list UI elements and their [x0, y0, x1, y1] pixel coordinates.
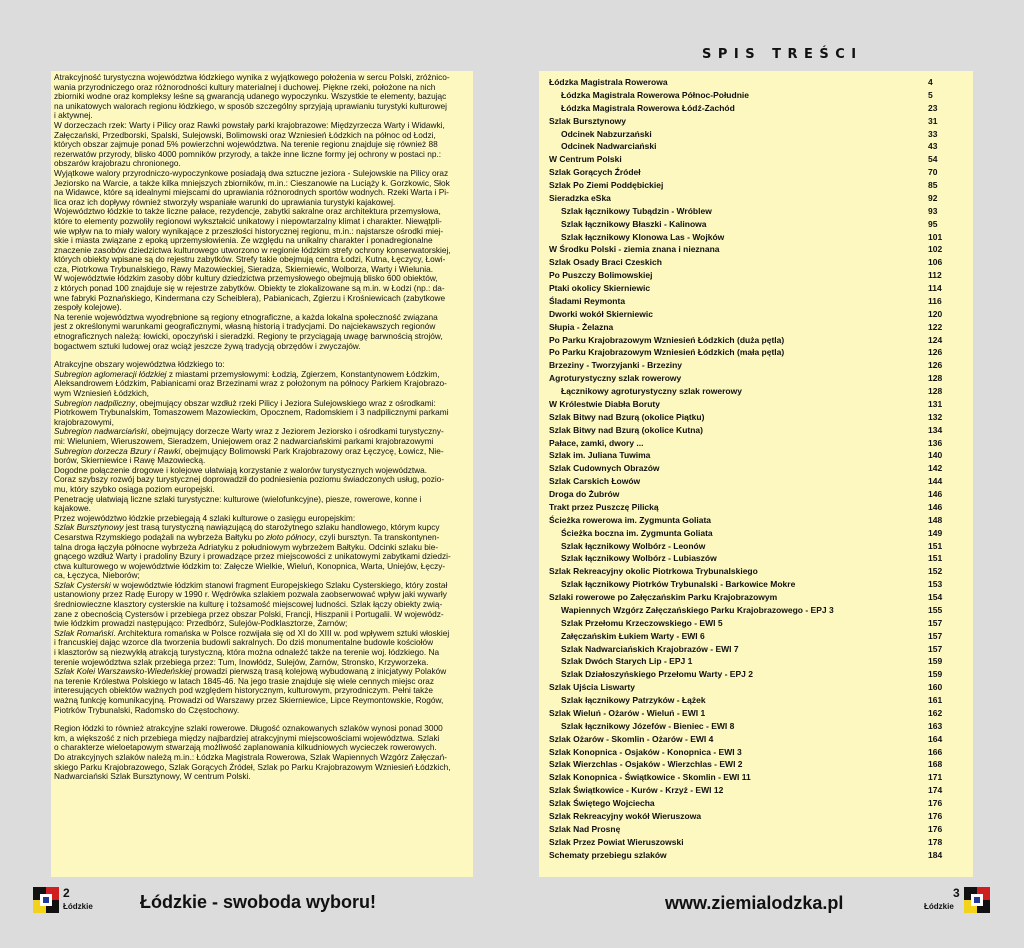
intro-paragraph — [54, 207, 471, 274]
toc-entry-label: Szlak Nadwarciańskich Krajobrazów - EWI 7 — [561, 643, 739, 654]
toc-entry[interactable] — [549, 643, 959, 656]
toc-entry[interactable] — [549, 308, 959, 321]
toc-entry[interactable] — [549, 630, 959, 643]
toc-entry-label: Szlak łącznikowy Klonowa Las - Wojków — [561, 231, 725, 242]
toc-entry[interactable] — [549, 76, 959, 89]
toc-entry-label: Szlak Ujścia Liswarty — [549, 682, 635, 693]
toc-entry[interactable] — [549, 733, 959, 746]
toc-entry-page: 151 — [928, 540, 943, 551]
toc-entry[interactable] — [549, 437, 959, 450]
toc-entry[interactable] — [549, 501, 959, 514]
toc-entry[interactable] — [549, 552, 959, 565]
toc-entry-label: Szlak Bitwy nad Bzurą (okolice Piątku) — [549, 411, 705, 422]
toc-entry-label: W Środku Polski - ziemia znana i nieznana — [549, 244, 720, 255]
text-run: Atrakcyjność turystyczna województwa łódzkiego wynika z wyjątkowego położenia w sercu Polski, zróżnico- wania przyrodniczego oraz różnorodności kultury materialnej i duchowej. Piękne rzeki, położone na nich zbiorniki wodne oraz kompleksy leśne są gwarancją udanego wypoczynku. Wszystkie te elementy, bazując na unikatowych walorach regionu łódzkiego, w sposób szczególny sprzyjają uprawianiu turystyki kulturowej i aktywnej. — [54, 72, 450, 121]
toc-entry-label: Agroturystyczny szlak rowerowy — [549, 373, 682, 384]
toc-entry-page: 162 — [928, 707, 943, 718]
toc-entry-page: 136 — [928, 437, 943, 448]
toc-entry-label: Szlak Konopnica - Świątkowice - Skomlin - EWI 11 — [549, 772, 751, 783]
website-link[interactable]: www.ziemialodzka.pl — [665, 893, 844, 913]
toc-entry-page: 155 — [928, 604, 943, 615]
text-run: Dogodne połączenie drogowe i kolejowe ułatwiają korzystanie z walorów turystycznych województwa. Coraz szybszy rozwój bazy turystycznej doprowadził do podniesienia poziomu świadczonych usług, pozio- mu, który szybko osiąga poziom europejski. Penetrację ułatwiają liczne szlaki turystyczne: kulturowe (wielofunkcyjne), piesze, rowerowe, konne i kajakowe. Przez województwo łódzkie przebiegają 4 szlaki kulturowe o zasięgu europejskim: — [54, 464, 445, 523]
intro-text-panel — [51, 71, 473, 877]
toc-entry-page: 163 — [928, 720, 943, 731]
toc-entry[interactable] — [549, 617, 959, 630]
italic-text-run: Subregion nadwarciański — [54, 426, 147, 437]
toc-entry-page: 120 — [928, 308, 943, 319]
toc-entry-page: 148 — [928, 514, 943, 525]
toc-panel — [539, 71, 973, 877]
toc-entry-label: Załęczańskim Łukiem Warty - EWI 6 — [561, 630, 705, 641]
toc-entry-label: Szlak Przełomu Krzeczowskiego - EWI 5 — [561, 617, 723, 628]
toc-entry[interactable] — [549, 243, 959, 256]
text-run: Wyjątkowe walory przyrodniczo-wypoczynkowe posiadają dwa sztuczne jeziora - Sulejowskie na Pilicy oraz Jeziorsko na Warcie, a także kilka mniejszych zbiorników, m.in.: Cieszanowie na Luciąży k. Gorzkowic, Słok na Widawce, które są idealnymi miejscami do uprawiania różnorodnych sportów wodnych. Rzeki Warta i Pi- lica oraz ich dopływy również stworzyły wspaniałe warunki do uprawiania turystyki kajakowej. — [54, 167, 450, 207]
toc-entry-page: 5 — [928, 89, 933, 100]
toc-entry-page: 31 — [928, 115, 938, 126]
toc-entry[interactable] — [549, 102, 959, 115]
intro-text — [54, 73, 471, 782]
toc-entry-label: Szlak Nad Prosnę — [549, 823, 621, 834]
toc-entry[interactable] — [549, 334, 959, 347]
toc-entry-label: W Królestwie Diabła Boruty — [549, 398, 660, 409]
toc-entry-label: Szlaki rowerowe po Załęczańskim Parku Krajobrazowym — [549, 592, 778, 602]
toc-entry-page: 174 — [928, 785, 943, 796]
toc-entry-label: Brzeziny - Tworzyjanki - Brzeziny — [549, 360, 683, 371]
toc-entry-label: Odcinek Nabzurzański — [561, 128, 652, 139]
toc-entry-page: 33 — [928, 128, 938, 139]
toc-entry-page: 43 — [928, 141, 938, 152]
toc-entry-label: Szlak Przez Powiat Wieruszowski — [549, 836, 684, 847]
italic-text-run: Subregion nadpiliczny — [54, 397, 136, 408]
toc-entry-page: 93 — [928, 205, 938, 216]
toc-entry-page: 102 — [928, 244, 943, 255]
toc-entry[interactable] — [549, 578, 959, 591]
toc-entry-label: Szlak Wieluń - Ożarów - Wieluń - EWI 1 — [549, 707, 706, 718]
toc-entry-page: 171 — [928, 772, 943, 783]
toc-entry[interactable] — [549, 179, 959, 192]
toc-entry-page: 126 — [928, 347, 943, 358]
toc-entry-page: 128 — [928, 373, 943, 384]
toc-entry-label: Łódzka Magistrala Rowerowa Północ-Południe — [561, 89, 749, 100]
intro-paragraph — [54, 73, 471, 121]
toc-entry-label: Słupia - Żelazna — [549, 321, 614, 332]
toc-entry[interactable] — [549, 269, 959, 282]
toc-entry-page: 164 — [928, 733, 943, 744]
toc-entry-label: Sieradzka eSka — [549, 192, 611, 203]
toc-entry[interactable] — [549, 707, 959, 720]
toc-entry-page: 157 — [928, 643, 943, 654]
toc-entry-label: Szlak Po Ziemi Poddębickiej — [549, 180, 664, 190]
text-run: W dorzeczach rzek: Warty i Pilicy oraz Rawki powstały parki krajobrazowe: Międzyrzecza Warty i Widawki, Załęczański, Przedborski, Spalski, Sulejowski, Bolimowski oraz Wzniesień Łódzkich na północ od Łodzi, których obszar zajmuje ponad 5% powierzchni województwa. Na terenie regionu znajduje się również 88 rezerwatów przyrody, blisko 4000 pomników przyrody, a także inne liczne formy jej ochrony w postaci np.: obszarów krajobrazu chronionego. — [54, 119, 445, 169]
toc-entry[interactable] — [549, 218, 959, 231]
toc-entry-label: W Centrum Polski — [549, 154, 622, 165]
text-run: , obejmujący dorzecze Warty wraz z Jeziorem Jeziorsko i ośrodkami turystyczny- mi: Wieluniem, Wieruszowem, Sieradzem, Uniejowem oraz 2 nadwarciańskimi parkami krajobrazowymi — [54, 426, 444, 446]
toc-entry-page: 92 — [928, 192, 938, 203]
toc-entry-label: Szlak łącznikowy Piotrków Trybunalski - Barkowice Mokre — [561, 579, 796, 590]
toc-entry[interactable] — [549, 758, 959, 771]
toc-entry-label: Szlak Konopnica - Osjaków - Konopnica - EWI 3 — [549, 746, 742, 757]
text-run: . Architektura romańska w Polsce rozwijała się od XI do XIII w. pod wpływem sztuki włoskiej i francuskiej dając wzorce dla tworzenia budowli sakralnych. Do dziś monumentalne budowle kościołów i klasztorów są niezwykłą atrakcją turystyczną, która można odnaleźć także na terenie woj. łódzkiego. Na terenie województwa szlak przebiega przez: Tum, Inowłódz, Sulejów, Żarnów, Stronsko, Krzyworzeka. — [54, 627, 450, 667]
toc-entry-label: Szlak Cudownych Obrazów — [549, 463, 660, 474]
toc-entry[interactable] — [549, 153, 959, 166]
toc-entry-page: 112 — [928, 270, 942, 281]
toc-entry-page: 144 — [928, 476, 943, 487]
intro-paragraph — [54, 313, 471, 351]
toc-entry[interactable] — [549, 797, 959, 810]
toc-entry[interactable] — [549, 720, 959, 733]
toc-entry-page: 166 — [928, 746, 943, 757]
toc-entry-label: Śladami Reymonta — [549, 295, 626, 306]
toc-entry-page: 4 — [928, 77, 933, 87]
toc-entry[interactable] — [549, 514, 959, 527]
italic-text-run: złoto północy — [266, 531, 315, 542]
toc-entry-label: Szlak Bursztynowy — [549, 115, 626, 126]
toc-entry-label: Szlak Carskich Łowów — [549, 476, 641, 487]
text-run: , obejmujący obszar wzdłuż rzeki Pilicy i Jeziora Sulejowskiego wraz z ośrodkami: Piotrkowem Trybunalskim, Tomaszowem Mazowieckim, Opocznem, Radomskiem i 3 nadpilicznymi parkami krajobrazowymi, — [54, 397, 449, 427]
toc-entry[interactable] — [549, 372, 959, 385]
toc-entry[interactable] — [549, 449, 959, 462]
toc-entry-label: Szlak Wierzchlas - Osjaków - Wierzchlas - EWI 2 — [549, 759, 743, 770]
toc-entry-page: 159 — [928, 656, 943, 667]
toc-entry-label: Szlak łącznikowy Wolbórz - Lubiaszów — [561, 553, 717, 564]
toc-entry-page: 157 — [928, 630, 943, 641]
toc-entry[interactable] — [549, 746, 959, 759]
toc-entry-label: Szlak łącznikowy Błaszki - Kalinowa — [561, 218, 707, 229]
toc-entry[interactable] — [549, 771, 959, 784]
toc-entry-page: 176 — [928, 798, 943, 808]
toc-entry[interactable] — [549, 462, 959, 475]
toc-entry[interactable] — [549, 604, 959, 617]
italic-text-run: Szlak Cysterski — [54, 579, 111, 590]
toc-entry[interactable] — [549, 849, 959, 862]
toc-entry-label: Ścieżka boczna im. Zygmunta Goliata — [561, 527, 713, 538]
toc-entry-label: Odcinek Nadwarciański — [561, 141, 657, 152]
toc-entry[interactable] — [549, 346, 959, 359]
toc-entry-page: 116 — [928, 295, 942, 306]
toc-entry-page: 151 — [928, 553, 943, 564]
toc-entry[interactable] — [549, 784, 959, 797]
toc-entry[interactable] — [549, 166, 959, 179]
toc-entry[interactable] — [549, 115, 959, 128]
toc-entry-page: 142 — [928, 463, 943, 474]
toc-entry-label: Szlak Rekreacyjny wokół Wieruszowa — [549, 810, 702, 821]
toc-entry-page: 128 — [928, 386, 943, 396]
toc-entry-label: Szlak im. Juliana Tuwima — [549, 450, 651, 461]
left-region-label: Łódzkie — [63, 902, 93, 911]
toc-entry-label: Szlak Osady Braci Czeskich — [549, 257, 662, 268]
toc-entry[interactable] — [549, 256, 959, 269]
toc-entry[interactable] — [549, 192, 959, 205]
toc-entry-label: Ścieżka rowerowa im. Zygmunta Goliata — [549, 514, 712, 525]
toc-entry[interactable] — [549, 231, 959, 244]
toc-entry[interactable] — [549, 411, 959, 424]
italic-text-run: Subregion dorzecza Bzury i Rawki — [54, 445, 181, 456]
toc-entry[interactable] — [549, 140, 959, 153]
toc-entry-page: 85 — [928, 180, 938, 190]
intro-paragraph — [54, 121, 471, 169]
toc-entry-label: Szlak łącznikowy Patrzyków - Łążek — [561, 695, 706, 705]
text-run: jest trasą turystyczną nawiązującą do starożytnego szlaku handlowego, którym kupcy Cesarstwa Rzymskiego podążali na wybrzeża Bałtyku po — [54, 522, 440, 542]
toc-entry-page: 149 — [928, 527, 943, 538]
toc-entry[interactable] — [549, 540, 959, 553]
text-run: prowadzi pierwszą trasą kolejową wybudowaną z inicjatywy Polaków na terenie Królestwa Polskiego w latach 1845-46. Na jego trasie znajduje się wiele cennych miejsc oraz interesujących obiektów ważnych pod względem historycznym, kulturowym, przyrodniczym. Pełni także ważną funkcję komunikacyjną. Prowadzi od Warszawy przez Skierniewice, Lipce Reymontowskie, Rogów, Piotrków Trybunalski, Radomsko do Częstochowy. — [54, 666, 447, 715]
toc-entry-page: 160 — [928, 682, 943, 693]
toc-entry-page: 152 — [928, 566, 943, 577]
toc-entry-page: 140 — [928, 450, 943, 461]
toc-entry-label: Szlak Bitwy nad Bzurą (okolice Kutna) — [549, 424, 703, 435]
toc-entry-label: Schematy przebiegu szlaków — [549, 849, 667, 860]
toc-entry-label: Szlak Gorących Źródeł — [549, 167, 641, 178]
text-run: w województwie łódzkim stanowi fragment Europejskiego Szlaku Cysterskiego, który został ustanowiony przez Radę Europy w 1990 r. Wędrówka szlakiem pozwala zaobserwować wpływ jaki wywarły średniowieczne klasztory cysterskie na kulturę i tożsamość miejscowej ludności. Szlak łączy obiekty zwią- zane z obecnością Cystersów i przebiega przez obszar Polski, Francji, Hiszpanii i Portugalii. W wojewódz- twie łódzkim prowadzi następująco: Przedbórz, Sulejów-Podklasztorze, Żarnów; — [54, 579, 448, 629]
right-region-label: Łódzkie — [924, 902, 954, 911]
toc-entry-label: Po Parku Krajobrazowym Wzniesień Łódzkich (mała pętla) — [549, 347, 785, 358]
toc-entry-page: 132 — [928, 411, 943, 422]
lodzkie-logo-icon — [964, 887, 990, 913]
toc-entry[interactable] — [549, 488, 959, 501]
toc-entry[interactable] — [549, 282, 959, 295]
toc-entry-page: 184 — [928, 849, 943, 860]
toc-entry[interactable] — [549, 527, 959, 540]
toc-entry[interactable] — [549, 694, 959, 707]
text-run: Atrakcyjne obszary województwa łódzkiego to: — [54, 359, 225, 370]
toc-entry-label: Wapiennych Wzgórz Załęczańskiego Parku Krajobrazowego - EPJ 3 — [561, 604, 834, 615]
toc-entry[interactable] — [549, 668, 959, 681]
toc-entry[interactable] — [549, 681, 959, 694]
italic-text-run: Subregion aglomeracji łódzkiej — [54, 368, 167, 379]
toc-entry[interactable] — [549, 89, 959, 102]
toc-entry-page: 23 — [928, 102, 938, 113]
toc-entry-label: Ptaki okolicy Skierniewic — [549, 283, 651, 293]
left-page-number: 2 — [63, 886, 70, 900]
toc-entry-page: 157 — [928, 617, 943, 628]
toc-entry[interactable] — [549, 655, 959, 668]
italic-text-run: Szlak Romański — [54, 627, 114, 638]
toc-entry-page: 95 — [928, 218, 938, 229]
toc-entry-page: 122 — [928, 321, 943, 332]
toc-entry-label: Szlak Dwóch Starych Lip - EPJ 1 — [561, 656, 693, 667]
toc-entry-page: 153 — [928, 579, 943, 590]
toc-entry-page: 161 — [928, 695, 943, 705]
right-page-number: 3 — [953, 886, 960, 900]
intro-paragraph — [54, 724, 471, 782]
toc-entry-page: 176 — [928, 810, 943, 821]
text-run: , czyli bursztyn. Ta transkontynen- talna droga łączyła północne wybrzeża Adriatyku z południowym wybrzeżem Bałtyku. Odcinki szlaku bie- gnącego wzdłuż Warty i pradoliny Bzury i prowadzące przez miejscowości z unikatowymi zabytkami dziedzi- ctwa kulturowego w województwie łódzkim to: Załęcze Wielkie, Wieluń, Konopnica, Warta, Uniejów, Łęczy- ca, Łęczyca, Nieborów; — [54, 531, 451, 581]
text-run: W województwie łódzkim zasoby dóbr kultury dziedzictwa przemysłowego obejmują blisko 600 obiektów, z których ponad 100 znajduje się w rejestrze zabytków. Obiekty te zlokalizowane są m.in. w Łodzi (np.: da- wne fabryki Poznańskiego, Kindermana czy Scheiblera), Pabianicach, Zgierzu i Krośniewicach (zabytkowe zespoły kolejowe). — [54, 273, 446, 313]
toc-entry-page: 70 — [928, 167, 938, 178]
text-run: z miastami przemysłowymi: Łodzią, Zgierzem, Konstantynowem Łódzkim, Aleksandrowem Łódzkim, Pabianicami oraz Brzezinami wraz z położonym na północy Parkiem Krajobrazo- wym Wzniesień Łódzkich, — [54, 368, 447, 398]
text-run: Województwo łódzkie to także liczne pałace, rezydencje, zabytki sakralne oraz architektura przemysłowa, które to elementy pozwoliły regionowi wykształcić unikatowy i niepowtarzalny klimat i charakter. Niewątpli- wie wpływ na to miały walory wynikające z przeszłości historycznej regionu, m.in.: najstarsze ośrodki miej- skie i miasta związane z epoką uprzemysłowienia. Ze względu na unikalny charakter i ponadregionalne znaczenie zasobów dziedzictwa kulturowego utworzono w regionie łódzkim strefy ochrony konserwatorskiej, których obiekty wpisane są do rejestru zabytków. Strefy takie obejmują centra Łodzi, Kutna, Łęczycy, Łowi- cza, Piotrkowa Trybunalskiego, Rawy Mazowieckiej, Sieradza, Skierniewic, Wolborza, Warty i Wielunia. — [54, 206, 451, 274]
toc-entry-label: Pałace, zamki, dwory ... — [549, 437, 644, 448]
toc-entry[interactable] — [549, 565, 959, 578]
toc-entry-page: 154 — [928, 592, 943, 602]
toc-entry-label: Trakt przez Puszczę Pilicką — [549, 501, 659, 512]
text-run: , obejmujący Bolimowski Park Krajobrazowy oraz Łęczycę, Łowicz, Nie- borów, Skierniewice i Rawę Mazowiecką. — [54, 445, 444, 466]
toc-entry-label: Dworki wokół Skierniewic — [549, 308, 653, 319]
toc-entry[interactable] — [549, 810, 959, 823]
toc-entry-label: Szlak łącznikowy Tubądzin - Wróblew — [561, 205, 712, 216]
toc-entry[interactable] — [549, 205, 959, 218]
toc-entry-page: 134 — [928, 424, 943, 435]
toc-entry[interactable] — [549, 475, 959, 488]
toc-entry-page: 146 — [928, 501, 943, 512]
toc-entry-label: Szlak Rekreacyjny okolic Piotrkowa Trybunalskiego — [549, 566, 758, 577]
toc-entry-page: 159 — [928, 669, 943, 680]
toc-entry[interactable] — [549, 295, 959, 308]
toc-entry-label: Po Puszczy Bolimowskiej — [549, 270, 653, 281]
toc-entry[interactable] — [549, 424, 959, 437]
toc-entry-label: Po Parku Krajobrazowym Wzniesień Łódzkich (duża pętla) — [549, 334, 785, 345]
toc-entry[interactable] — [549, 385, 959, 398]
toc-entry-page: 131 — [928, 398, 943, 409]
toc-entry[interactable] — [549, 823, 959, 836]
intro-paragraph — [54, 466, 471, 715]
toc-entry[interactable] — [549, 128, 959, 141]
lodzkie-logo-icon — [33, 887, 59, 913]
intro-paragraph — [54, 360, 471, 466]
text-run: Region łódzki to również atrakcyjne szlaki rowerowe. Długość oznakowanych szlaków wynosi ponad 3000 km, a większość z nich przebiega między najbardziej atrakcyjnymi miejscowościami województwa. Szlaki o charakterze wieloetapowym stwarzają możliwość zaplanowania kilkudniowych wycieczek rowerowych. Do atrakcyjnych szlaków należą m.in.: Łódzka Magistrala Rowerowa, Szlak Wapiennych Wzgórz Załęczań- skiego Parku Krajobrazowego, Szlak Gorących Źródeł, Szlak po Parku Krajobrazowym Wzniesień Łódzkich, Nadwarciański Szlak Bursztynowy, W centrum Polski. — [54, 723, 451, 782]
toc-entry-page: 54 — [928, 154, 938, 165]
toc-entry-label: Łącznikowy agroturystyczny szlak rowerowy — [561, 386, 742, 396]
toc-entry-page: 178 — [928, 836, 943, 847]
toc-entry-label: Szlak łącznikowy Wolbórz - Leonów — [561, 540, 706, 551]
toc-entry-page: 101 — [928, 231, 943, 242]
toc-entry-label: Łódzka Magistrala Rowerowa — [549, 77, 668, 87]
text-run: Na terenie województwa wyodrębnione są regiony etnograficzne, a każda lokalna społeczność związana jest z określonymi warunkami geograficznymi, własną historią i tradycjami. Do najciekawszych regionów etnograficznych należą: łowicki, opoczyński i sieradzki. Regiony te przyciągają uwagę barwnością strojów, bogactwem sztuki ludowej oraz wciąż jeszcze żywą tradycją obrzędów i zwyczajów. — [54, 311, 443, 351]
toc-entry-label: Szlak łącznikowy Józefów - Bieniec - EWI 8 — [561, 720, 735, 731]
toc-entry-page: 106 — [928, 257, 943, 268]
toc-entry-label: Szlak Ożarów - Skomlin - Ożarów - EWI 4 — [549, 733, 714, 744]
italic-text-run: Szlak Kolei Warszawsko-Wiedeńskiej — [54, 666, 192, 677]
intro-paragraph — [54, 274, 471, 312]
toc-entry-page: 168 — [928, 759, 943, 770]
toc-entry-page: 176 — [928, 823, 943, 834]
toc-entry-label: Szlak Świątkowice - Kurów - Krzyż - EWI 12 — [549, 785, 724, 796]
italic-text-run: Szlak Bursztynowy — [54, 522, 124, 533]
toc-entry-label: Droga do Żubrów — [549, 489, 620, 499]
intro-paragraph — [54, 169, 471, 207]
toc-entry[interactable] — [549, 398, 959, 411]
toc-entry-label: Szlak Świętego Wojciecha — [549, 798, 655, 808]
slogan: Łódzkie - swoboda wyboru! — [140, 892, 377, 912]
toc-entry[interactable] — [549, 359, 959, 372]
toc-entry[interactable] — [549, 836, 959, 849]
toc-entry-page: 114 — [928, 283, 942, 293]
toc-entry-page: 126 — [928, 360, 943, 371]
toc-entry-page: 146 — [928, 489, 943, 499]
toc-entry-label: Szlak Działoszyńskiego Przełomu Warty - EPJ 2 — [561, 669, 753, 680]
toc-entry[interactable] — [549, 591, 959, 604]
toc-entry-page: 124 — [928, 334, 943, 345]
toc-title: SPIS TREŚCI — [702, 47, 863, 62]
toc-list — [549, 76, 959, 861]
toc-entry[interactable] — [549, 321, 959, 334]
toc-entry-label: Łódzka Magistrala Rowerowa Łódź-Zachód — [561, 102, 735, 113]
